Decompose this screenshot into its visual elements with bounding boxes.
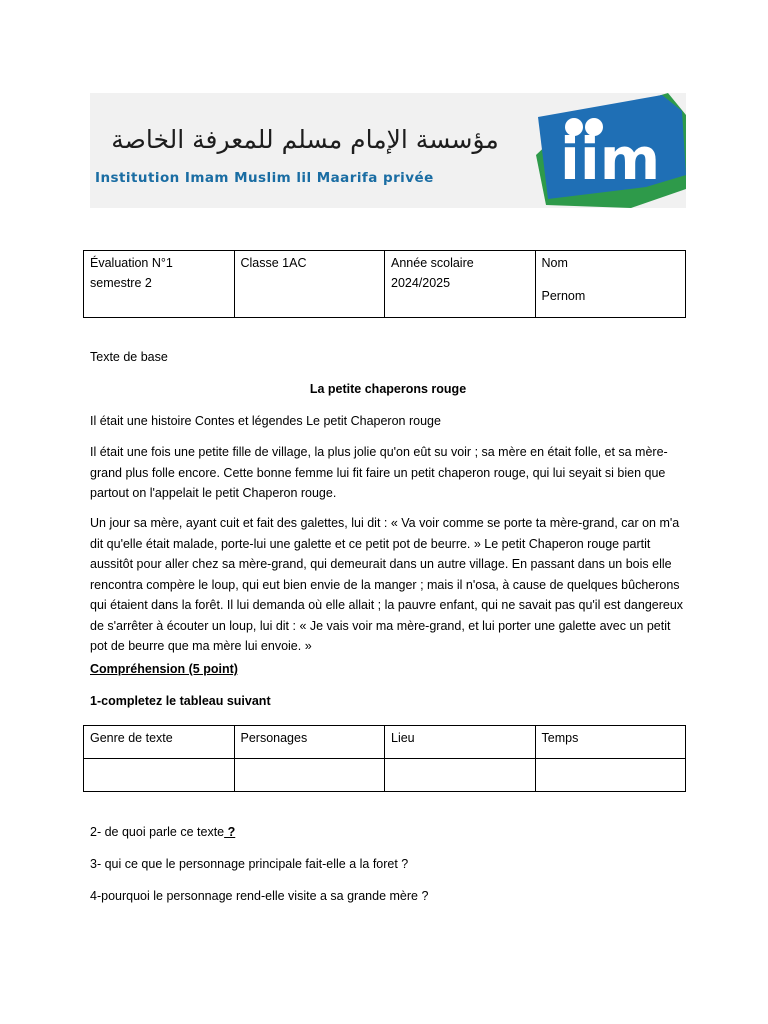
answer-personages-cell[interactable]: [234, 759, 385, 792]
student-info-table: [83, 250, 686, 318]
question-4: 4-pourquoi le personnage rend-elle visite a sa grande mère ?: [90, 889, 429, 903]
surname-label: Pernom: [541, 289, 586, 303]
semester-label: semestre 2: [90, 276, 152, 290]
institution-banner: [90, 93, 686, 208]
question-1: 1-completez le tableau suivant: [90, 694, 271, 708]
name-cell[interactable]: [535, 251, 686, 318]
evaluation-label: Évaluation N°1: [90, 256, 173, 270]
question-2-mark: ?: [224, 825, 236, 839]
story-paragraph-1: Il était une fois une petite fille de village, la plus jolie qu'on eût su voir ; sa mère en était folle, et sa mère-grand plus folle encore. Cette bonne femme lui fit faire un petit chaperon rouge, qui lui seyait si bien que partout on l'appelait le petit Chaperon rouge.: [90, 445, 668, 500]
header-personages: Personages: [234, 726, 385, 759]
year-value: 2024/2025: [391, 276, 451, 290]
name-label: Nom: [541, 256, 568, 270]
story-paragraph-2: Un jour sa mère, ayant cuit et fait des galettes, lui dit : « Va voir comme se porte ta mère-grand, car on m'a dit qu'elle était malade, porte-lui une galette et ce petit pot de beurre. » Le petit Chaperon rouge partit aussitôt pour aller chez sa mère-grand, qui demeurait dans un autre village. En passant dans un bois elle rencontra compère le loup, qui eut bien envie de la manger ; mais il n'osa, à cause de quelques bûcherons qui étaient dans la forêt. Il lui demanda où elle allait ; la pauvre enfant, qui ne savait pas qu'il est dangereux de s'arrêter à écouter un loup, lui dit : « Je vais voir ma mère-grand, et lui porter une galette avec un petit pot de beurre que ma mère lui envoie. »: [90, 516, 684, 653]
institution-french-name: Institution Imam Muslim lil Maarifa privée: [95, 170, 434, 186]
answer-temps-cell[interactable]: [535, 759, 686, 792]
class-cell: [234, 251, 385, 318]
header-lieu: Lieu: [385, 726, 536, 759]
comprehension-heading: Compréhension (5 point): [90, 662, 238, 676]
section-label: Texte de base: [90, 350, 168, 364]
story-intro: Il était une histoire Contes et légendes Le petit Chaperon rouge: [90, 414, 441, 428]
header-temps: Temps: [535, 726, 686, 759]
story-title: La petite chaperons rouge: [309, 382, 467, 396]
year-label: Année scolaire: [391, 256, 474, 270]
iim-logo-icon: [536, 93, 686, 208]
year-cell: [385, 251, 536, 318]
comprehension-table: [83, 725, 686, 792]
answer-lieu-cell[interactable]: [385, 759, 536, 792]
class-label: Classe 1AC: [240, 256, 307, 270]
answer-genre-cell[interactable]: [84, 759, 235, 792]
institution-arabic-name: مؤسسة الإمام مسلم للمعرفة الخاصة: [111, 125, 499, 154]
header-genre: Genre de texte: [84, 726, 235, 759]
evaluation-cell: [84, 251, 235, 318]
question-3: 3- qui ce que le personnage principale fait-elle a la foret ?: [90, 857, 409, 871]
logo-text: iim: [560, 125, 661, 193]
question-2: [90, 822, 690, 843]
question-2-text: 2- de quoi parle ce texte: [90, 825, 225, 839]
